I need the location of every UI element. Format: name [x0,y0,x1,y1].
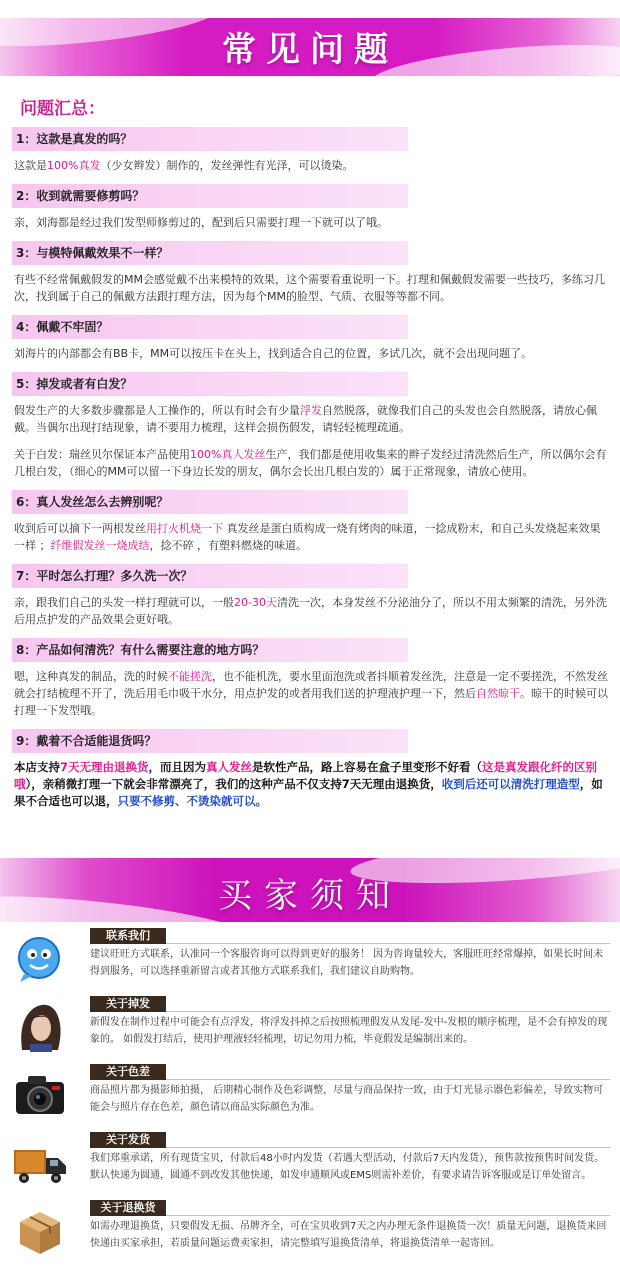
answer-text: 是软性产品，路上容易在盒子里变形不好看（ [252,760,483,774]
notice-text: 新假发在制作过程中可能会有点浮发，将浮发抖掉之后按照梳理假发从发尾-发中-发根的顺序梳理，是不会有掉发的现象的。 如假发打结后，使用护理液轻轻梳理，切记勿用力梳，毕竟假发是编制出来的。 [90,1017,608,1045]
answer-text: ，捻不碎 ，有塑料燃烧的味道。 [149,539,307,552]
highlight-text: 用打火机烧一下 [146,522,223,535]
faq-answer [14,520,608,554]
highlight-text: 这是真发跟化纤的区别哦 [14,760,598,791]
faq-heading: 问题汇总： [20,99,105,119]
buyer-notice-list [0,928,620,1268]
answer-text: 假发生产的大多数步骤都是人工操作的，所以有时会有少量 [14,404,300,417]
divider [166,1011,610,1012]
faq-answer [14,157,608,174]
answer-text: 清洗一次，本身发丝不分泌油分了，所以不用太频繁的清洗，另外洗后用点护发的产品效果会更好哦。 [14,596,607,626]
notice-text: 我们郑重承诺，所有现货宝贝，付款后48小时内发货（若遇大型活动，付款后7天内发货），预售款按预售时间发货。默认快递为圆通，圆通不到改发其他快递，如发申通顺风或EMS则需补差价，有要求请告诉客服或是订单处留言。 [90,1153,605,1181]
faq-banner-title: 常见问题 [222,30,398,70]
answer-text: 刘海片的内部都会有BB卡，MM可以按压卡在头上，找到适合自己的位置，多试几次，就不会出现问题了。 [14,347,533,360]
faq-question: 7：平时怎么打理？多久洗一次？ [12,564,408,588]
faq-question: 2：收到就需要修剪吗？ [12,184,408,208]
faq-question: 1：这款是真发的吗？ [12,127,408,151]
faq-answer [14,446,608,480]
faq-question: 5：掉发或者有白发？ [12,372,408,396]
answer-text: 本店支持 [14,760,60,774]
notice-text: 商品照片都为摄影师拍摄， 后期精心制作及色彩调整，尽量与商品保持一致，由于灯光显示器色彩偏差，导致实物可能会与照片存在色差，颜色请以商品实际颜色为准。 [90,1085,604,1113]
answer-text: 亲，刘海都是经过我们发型师修剪过的，配到后只需要打理一下就可以了哦。 [14,216,388,229]
camera-icon [12,1068,68,1122]
highlight-text: 不能搓洗 [168,670,212,683]
buyer-notice-item [0,996,620,1060]
faq-section [0,86,620,820]
notice-text: 如需办理退换货，只要假发无损、吊牌齐全，可在宝贝收到7天之内办理无条件退换货一次！质量无问题，退换货来回快递由买家承担，若质量问题运费卖家担，请完整填写退换货清单，将退换货清单一起寄回。 [90,1221,607,1249]
highlight-text: 自然晾干 [476,687,520,700]
answer-text: （少女辫发）制作的，发丝弹性有光泽，可以烫染。 [100,159,354,172]
answer-text: 。晾干的时候可以打理一下发型哦。 [14,687,608,717]
answer-text: ），亲稍微打理一下就会非常漂亮了，我们的这种产品不仅支持7天无理由退换货， [25,777,442,791]
faq-answer [14,402,608,436]
highlight-text: 收到后还可以清洗打理造型 [441,777,580,791]
buyer-notice-item [0,1064,620,1128]
buyer-notice-title: 买家须知 [218,876,402,916]
faq-answer [14,214,608,231]
notice-label: 关于退换货 [90,1200,166,1216]
highlight-text: 100%真发 [47,159,101,172]
answer-text: 关于白发：瑞丝贝尔保证本产品使用 [14,448,190,461]
answer-text: ，也不能机洗，要水里面泡洗或者抖顺着发丝洗，注意是一定不要搓洗，不然发丝就会打结梳理不开了，洗后用毛巾吸干水分，用点护发的或者用我们送的护理液护理一下，然后 [14,670,608,700]
answer-text: ，如果不合适也可以退， [14,777,603,808]
answer-text: ，而且因为 [148,760,207,774]
answer-text: 有些不经常佩戴假发的MM会感觉戴不出来模特的效果，这个需要看重说明一下。打理和佩戴假发需要一些技巧，多练习几次，找到属于自己的佩戴方法跟打理方法，因为每个MM的脸型、气质、衣服等等都不同。 [14,273,605,303]
wig-hair-icon [12,1000,68,1054]
faq-question: 4：佩戴不牢固？ [12,315,408,339]
faq-question: 3：与模特佩戴效果不一样？ [12,241,408,265]
chat-bubble-icon [12,932,68,986]
faq-answer [14,345,608,362]
notice-label: 关于掉发 [90,996,166,1012]
divider [166,1079,610,1080]
faq-question: 9：戴着不合适能退货吗？ [12,729,408,753]
buyer-notice-item [0,1132,620,1196]
answer-text: 这款是 [14,159,47,172]
buyer-notice-banner [0,838,620,930]
faq-answer [14,759,608,810]
answer-text: 嗯，这种真发的制品，洗的时候 [14,670,168,683]
divider [166,943,610,944]
highlight-text: 只要不修剪、不烫染就可以。 [117,794,267,808]
notice-label: 联系我们 [90,928,166,944]
answer-text: 自然脱落，就像我们自己的头发也会自然脱落，请放心佩戴。当偶尔出现打结现象，请不要用力梳理，这样会损伤假发，请轻轻梳理疏通。 [14,404,597,434]
faq-question: 6：真人发丝怎么去辨别呢？ [12,490,408,514]
faq-answer [14,594,608,628]
answer-text: 生产，我们都是使用收集来的辫子发经过清洗然后生产，所以偶尔会有几根白发，（细心的MM可以留一下身边长发的朋友，偶尔会长出几根白发的）属于正常现象，请放心使用。 [14,448,607,478]
notice-text: 建议旺旺方式联系，认准同一个客服咨询可以得到更好的服务！ 因为咨询量较大，客服旺旺经常爆掉，如果长时间未得到服务，可以选择重新留言或者其他方式联系我们，我们建议自助购物。 [90,949,604,977]
highlight-text: 20-30天 [234,596,277,609]
answer-text: 真发丝是蛋白质构成一烧有烤肉的味道，一捻成粉末，和自己头发烧起来效果一样 ； [14,522,601,552]
divider [166,1215,610,1216]
answer-text: 亲，跟我们自己的头发一样打理就可以，一般 [14,596,234,609]
answer-text: 收到后可以摘下一两根发丝 [14,522,146,535]
notice-label: 关于发货 [90,1132,166,1148]
package-box-icon [12,1204,68,1258]
faq-question: 8：产品如何清洗？有什么需要注意的地方吗？ [12,638,408,662]
divider [166,1147,610,1148]
highlight-text: 纤维假发丝一烧成结 [50,539,150,552]
faq-list [0,127,620,810]
buyer-notice-item [0,928,620,992]
faq-banner [0,0,620,86]
notice-label: 关于色差 [90,1064,166,1080]
highlight-text: 100%真人发丝 [190,448,266,461]
faq-answer [14,271,608,305]
highlight-text: 7天无理由退换货 [60,760,149,774]
buyer-notice-item [0,1200,620,1264]
faq-answer [14,668,608,719]
highlight-text: 真人发丝 [206,760,253,774]
highlight-text: 浮发 [300,404,322,417]
delivery-truck-icon [12,1136,68,1190]
